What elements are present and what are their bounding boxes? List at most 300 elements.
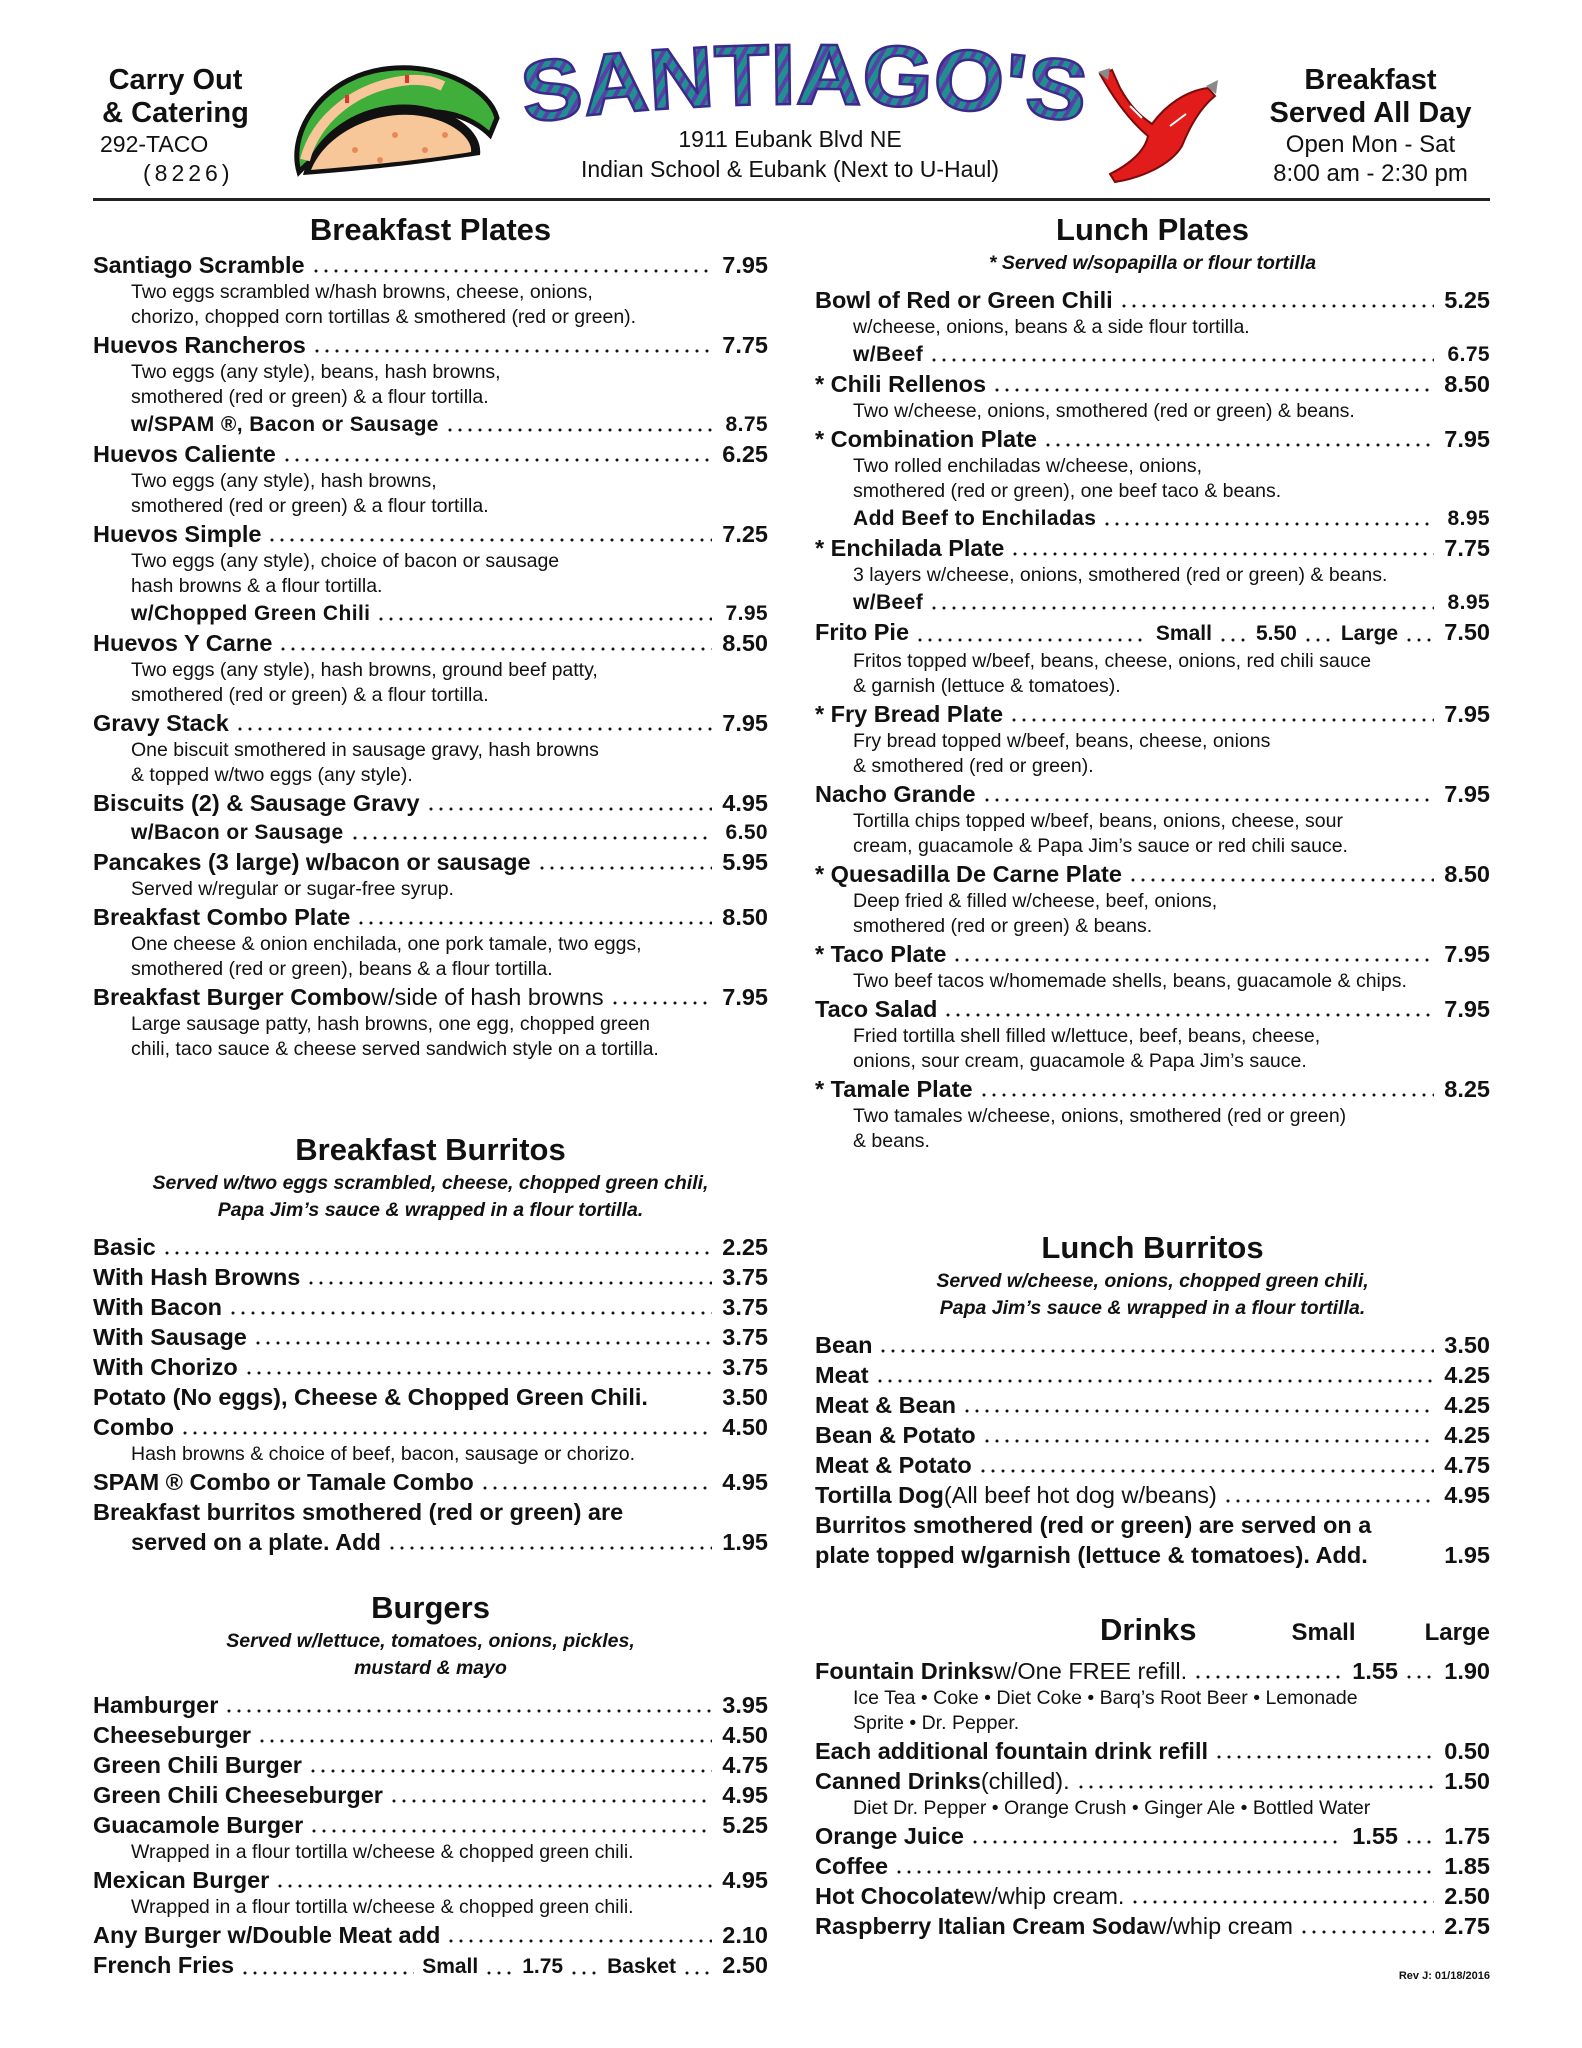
menu-item-price: 2.25 xyxy=(722,1234,768,1260)
menu-item-name: Hot Chocolate xyxy=(815,1883,975,1909)
menu-item-name: Basic xyxy=(93,1234,156,1260)
menu-item-price: 3.75 xyxy=(722,1294,768,1320)
menu-item-note: (All beef hot dog w/beans) xyxy=(943,1482,1217,1508)
menu-item-name: Any Burger w/Double Meat add xyxy=(93,1922,441,1948)
menu-item xyxy=(93,1322,768,1352)
menu-item-price: 7.95 xyxy=(1444,781,1490,807)
section-drinks xyxy=(815,1608,1490,1941)
menu-item-price: 4.75 xyxy=(1444,1452,1490,1478)
menu-item-price: 7.95 xyxy=(725,602,768,625)
section-subtitle: Papa Jim’s sauce & wrapped in a flour tortilla. xyxy=(217,1199,644,1221)
menu-item-price: 4.95 xyxy=(722,1867,768,1893)
menu-item xyxy=(93,1865,768,1895)
menu-item-description: smothered (red or green), beans & a flour tortilla. xyxy=(131,958,553,980)
section-subtitle: Served w/cheese, onions, chopped green chili, xyxy=(936,1270,1369,1292)
menu-item-description: smothered (red or green) & a flour tortilla. xyxy=(131,684,489,706)
dot-leader xyxy=(311,269,712,273)
menu-item xyxy=(93,708,768,738)
menu-item-name: plate topped w/garnish (lettuce & tomatoes). Add. xyxy=(815,1542,1368,1568)
menu-item xyxy=(93,1527,768,1557)
menu-item-line xyxy=(93,1497,768,1527)
section-burgers xyxy=(93,1588,768,1982)
section-breakfast-plates xyxy=(93,210,768,1062)
menu-item-name: Huevos Y Carne xyxy=(93,630,273,656)
menu-item xyxy=(93,439,768,469)
menu-item-description: Two eggs (any style), choice of bacon or sausage xyxy=(131,550,560,572)
carry-out-label: Carry Out xyxy=(108,64,243,96)
menu-item-description: 3 layers w/cheese, onions, smothered (red or green) & beans. xyxy=(853,564,1388,586)
menu-item-price: 1.95 xyxy=(1444,1542,1490,1568)
menu-item xyxy=(815,504,1490,533)
menu-item xyxy=(93,1292,768,1322)
menu-item-price: 4.50 xyxy=(722,1722,768,1748)
dot-leader xyxy=(244,1371,712,1375)
dot-leader xyxy=(224,1709,712,1713)
menu-item-price: 3.75 xyxy=(722,1264,768,1290)
menu-item-name: served on a plate. Add xyxy=(131,1529,381,1555)
menu-item-price: 7.75 xyxy=(722,332,768,358)
menu-item-line xyxy=(815,1510,1490,1540)
menu-item-name: Taco Salad xyxy=(815,996,938,1022)
menu-item xyxy=(93,410,768,439)
menu-item-description: Deep fried & filled w/cheese, beef, onions, xyxy=(853,890,1218,912)
menu-item xyxy=(93,1262,768,1292)
phone-number: 292-TACO xyxy=(100,131,209,157)
menu-item-name: w/Beef xyxy=(853,343,924,366)
dot-leader xyxy=(1404,638,1434,642)
dot-leader xyxy=(253,1341,712,1345)
small-price: 1.75 xyxy=(522,1955,564,1978)
spacer xyxy=(93,1224,768,1232)
menu-item-name: Breakfast Burger Combo xyxy=(93,984,372,1010)
menu-item-description: onions, sour cream, guacamole & Papa Jim’s sauce. xyxy=(853,1050,1307,1072)
dot-leader xyxy=(1404,1675,1434,1679)
dot-leader xyxy=(1043,443,1434,447)
dot-leader xyxy=(1009,718,1434,722)
menu-item xyxy=(815,1390,1490,1420)
menu-item xyxy=(93,1467,768,1497)
dot-leader xyxy=(240,1971,414,1975)
menu-item xyxy=(93,818,768,847)
menu-item-price: 8.50 xyxy=(722,630,768,656)
dot-leader xyxy=(282,458,712,462)
menu-item xyxy=(93,1690,768,1720)
menu-item xyxy=(815,1656,1490,1686)
menu-item-name: w/SPAM ®, Bacon or Sausage xyxy=(131,413,439,436)
menu-item-price: 6.25 xyxy=(722,441,768,467)
menu-item-name: With Sausage xyxy=(93,1324,247,1350)
menu-item-name: Canned Drinks xyxy=(815,1768,981,1794)
menu-item xyxy=(93,1950,768,1982)
menu-item-description: Wrapped in a flour tortilla w/cheese & chopped green chili. xyxy=(131,1841,634,1863)
dot-leader xyxy=(389,1799,712,1803)
menu-item-description: & beans. xyxy=(853,1130,930,1152)
menu-item xyxy=(815,1330,1490,1360)
section-lunch-burritos xyxy=(815,1228,1490,1570)
menu-item-description: Wrapped in a flour tortilla w/cheese & chopped green chili. xyxy=(131,1896,634,1918)
menu-item-note: w/whip cream. xyxy=(974,1883,1125,1909)
menu-item-name: Breakfast Combo Plate xyxy=(93,904,351,930)
menu-item-price: 0.50 xyxy=(1444,1738,1490,1764)
menu-item-name: w/Beef xyxy=(853,591,924,614)
menu-item-description: Ice Tea • Coke • Diet Coke • Barq’s Root Beer • Lemonade xyxy=(853,1687,1358,1709)
menu-item-name: Bowl of Red or Green Chili xyxy=(815,287,1113,313)
menu-item-price: 7.50 xyxy=(1444,619,1490,645)
menu-item-name: Potato (No eggs), Cheese & Chopped Green Chili. xyxy=(93,1384,648,1410)
menu-item xyxy=(815,699,1490,729)
menu-item-name: Each additional fountain drink refill xyxy=(815,1738,1209,1764)
menu-item-note: (chilled). xyxy=(980,1768,1070,1794)
dot-leader xyxy=(610,1001,712,1005)
size-label: Small xyxy=(1155,622,1212,645)
dot-leader xyxy=(278,647,712,651)
menu-item-description: smothered (red or green) & a flour tortilla. xyxy=(131,495,489,517)
dot-leader xyxy=(275,1884,712,1888)
menu-item xyxy=(93,982,768,1012)
menu-item-price: 4.25 xyxy=(1444,1422,1490,1448)
section-title: Burgers xyxy=(371,1590,490,1625)
menu-item-price: 6.50 xyxy=(725,821,768,844)
dot-leader xyxy=(1214,1755,1434,1759)
menu-item-name: Bean xyxy=(815,1332,873,1358)
menu-item-price: 2.75 xyxy=(1444,1913,1490,1939)
menu-item-description: w/cheese, onions, beans & a side flour tortilla. xyxy=(853,316,1250,338)
menu-item-price: 3.75 xyxy=(722,1354,768,1380)
menu-item-name: Mexican Burger xyxy=(93,1867,270,1893)
menu-item-price: 1.50 xyxy=(1444,1768,1490,1794)
menu-item-name: * Fry Bread Plate xyxy=(815,701,1004,727)
dot-leader xyxy=(1119,304,1434,308)
menu-item xyxy=(93,1780,768,1810)
dot-leader xyxy=(929,358,1434,362)
menu-item-price: 7.95 xyxy=(1444,941,1490,967)
menu-item xyxy=(815,1821,1490,1851)
dot-leader xyxy=(1404,1840,1434,1844)
section-title: Drinks xyxy=(1100,1612,1197,1647)
dot-leader xyxy=(1218,638,1248,642)
menu-item-price: 4.50 xyxy=(722,1414,768,1440)
dot-leader xyxy=(312,349,712,353)
dot-leader xyxy=(894,1870,1434,1874)
dot-leader xyxy=(1010,552,1434,556)
menu-item-price: 8.50 xyxy=(722,904,768,930)
menu-item xyxy=(815,1736,1490,1766)
menu-item xyxy=(93,519,768,549)
small-price: 1.55 xyxy=(1352,1658,1398,1684)
section-title: Breakfast Plates xyxy=(309,212,552,247)
menu-item-name: * Chili Rellenos xyxy=(815,371,987,397)
menu-item-price: 1.85 xyxy=(1444,1853,1490,1879)
menu-item-name: Huevos Caliente xyxy=(93,441,276,467)
menu-item xyxy=(815,340,1490,369)
menu-item xyxy=(815,1766,1490,1796)
section-subtitle: Served w/lettuce, tomatoes, onions, pickles, xyxy=(226,1630,635,1652)
dot-leader xyxy=(970,1840,1342,1844)
menu-item-name: Huevos Rancheros xyxy=(93,332,306,358)
menu-item xyxy=(93,330,768,360)
menu-item-description: chili, taco sauce & cheese served sandwich style on a tortilla. xyxy=(131,1038,659,1060)
menu-item-name: Meat & Bean xyxy=(815,1392,957,1418)
menu-item-price: 3.95 xyxy=(722,1692,768,1718)
logo-text: SANTIAGO'S xyxy=(515,26,1090,135)
section-subtitle: mustard & mayo xyxy=(354,1657,507,1679)
dot-leader xyxy=(356,921,712,925)
menu-item-note: w/side of hash browns xyxy=(371,984,604,1010)
menu-item-name: w/Chopped Green Chili xyxy=(131,602,371,625)
dot-leader xyxy=(235,727,712,731)
dot-leader xyxy=(480,1486,712,1490)
menu-item xyxy=(815,1420,1490,1450)
section-breakfast-burritos xyxy=(93,1130,768,1557)
menu-item-price: 7.75 xyxy=(1444,535,1490,561)
dot-leader xyxy=(257,1739,712,1743)
menu-item xyxy=(815,994,1490,1024)
menu-item-name: Meat xyxy=(815,1362,869,1388)
right-column xyxy=(815,0,1490,2048)
menu-item-price: 3.50 xyxy=(722,1384,768,1410)
menu-item xyxy=(815,588,1490,617)
menu-item-name: Green Chili Burger xyxy=(93,1752,302,1778)
menu-item-description: Sprite • Dr. Pepper. xyxy=(853,1712,1020,1734)
catering-label: & Catering xyxy=(102,97,249,129)
spacer xyxy=(815,277,1490,285)
menu-item xyxy=(815,1881,1490,1911)
menu-item-description: Fry bread topped w/beef, beans, cheese, onions xyxy=(853,730,1271,752)
menu-item-price: 7.95 xyxy=(1444,426,1490,452)
menu-item-name: w/Bacon or Sausage xyxy=(131,821,344,844)
menu-item xyxy=(93,1750,768,1780)
menu-item xyxy=(815,779,1490,809)
dot-leader xyxy=(915,638,1148,642)
dot-leader xyxy=(1299,1930,1434,1934)
menu-item-description: Two w/cheese, onions, smothered (red or green) & beans. xyxy=(853,400,1355,422)
menu-item-name: With Bacon xyxy=(93,1294,223,1320)
menu-item xyxy=(815,859,1490,889)
menu-item xyxy=(93,1720,768,1750)
menu-item-name: French Fries xyxy=(93,1952,235,1978)
dot-leader xyxy=(376,617,712,621)
menu-item xyxy=(815,1360,1490,1390)
served-all-day-label: Served All Day xyxy=(1269,97,1472,129)
menu-item-name: Frito Pie xyxy=(815,619,910,645)
menu-item-description: & garnish (lettuce & tomatoes). xyxy=(853,675,1121,697)
menu-item-description: smothered (red or green) & a flour tortilla. xyxy=(131,386,489,408)
menu-item-price: 7.95 xyxy=(722,252,768,278)
menu-item-price: 4.75 xyxy=(722,1752,768,1778)
menu-item-price: 2.10 xyxy=(722,1922,768,1948)
menu-item-name: Green Chili Cheeseburger xyxy=(93,1782,383,1808)
menu-item xyxy=(93,599,768,628)
menu-item-price: 7.95 xyxy=(1444,701,1490,727)
menu-item-name: Orange Juice xyxy=(815,1823,964,1849)
menu-item-name: Biscuits (2) & Sausage Gravy xyxy=(93,790,420,816)
menu-item xyxy=(815,424,1490,454)
menu-item-name: With Chorizo xyxy=(93,1354,238,1380)
menu-item-price: 7.95 xyxy=(722,984,768,1010)
menu-item-name: Meat & Potato xyxy=(815,1452,972,1478)
size-label: Basket xyxy=(607,1955,676,1978)
menu-item xyxy=(93,1382,768,1412)
menu-item-description: Served w/regular or sugar-free syrup. xyxy=(131,878,454,900)
small-column-label: Small xyxy=(1291,1619,1356,1646)
menu-item-description: Two beef tacos w/homemade shells, beans, guacamole & chips. xyxy=(853,970,1407,992)
menu-item-price: 7.95 xyxy=(722,710,768,736)
menu-item xyxy=(815,617,1490,649)
menu-item-price: 8.95 xyxy=(1447,507,1490,530)
dot-leader xyxy=(446,1939,712,1943)
menu-item-description: hash browns & a flour tortilla. xyxy=(131,575,383,597)
menu-item-price: 4.25 xyxy=(1444,1362,1490,1388)
address-line-2: Indian School & Eubank (Next to U-Haul) xyxy=(580,156,1000,182)
size-label: Small xyxy=(422,1955,479,1978)
dot-leader xyxy=(180,1431,712,1435)
menu-item xyxy=(815,1450,1490,1480)
menu-item xyxy=(93,1412,768,1442)
dot-leader xyxy=(387,1546,712,1550)
menu-item-name: Hamburger xyxy=(93,1692,219,1718)
menu-item-name: * Tamale Plate xyxy=(815,1076,973,1102)
menu-item-price: 5.25 xyxy=(722,1812,768,1838)
menu-item-name: Cheeseburger xyxy=(93,1722,252,1748)
menu-item-price: 5.95 xyxy=(722,849,768,875)
menu-item-price: 4.25 xyxy=(1444,1392,1490,1418)
menu-item-name: Bean & Potato xyxy=(815,1422,976,1448)
menu-item-name: Guacamole Burger xyxy=(93,1812,304,1838)
menu-item-name: SPAM ® Combo or Tamale Combo xyxy=(93,1469,474,1495)
revision-label: Rev J: 01/18/2016 xyxy=(1398,1970,1490,1982)
menu-item xyxy=(93,628,768,658)
menu-item xyxy=(93,788,768,818)
section-title: Breakfast Burritos xyxy=(295,1132,566,1167)
dot-leader xyxy=(878,1349,1434,1353)
menu-item-description: chorizo, chopped corn tortillas & smothered (red or green). xyxy=(131,306,637,328)
menu-item-name: Fountain Drinks xyxy=(815,1658,994,1684)
menu-item-price: 8.50 xyxy=(1444,371,1490,397)
menu-item-price: 2.50 xyxy=(1444,1883,1490,1909)
dot-leader xyxy=(1130,1900,1434,1904)
menu-item-note: w/whip cream xyxy=(1149,1913,1294,1939)
spacer xyxy=(815,1322,1490,1330)
dot-leader xyxy=(1303,638,1333,642)
menu-item-price: 1.75 xyxy=(1444,1823,1490,1849)
menu-item-price: 8.95 xyxy=(1447,591,1490,614)
menu-item-name: Burritos smothered (red or green) are served on a xyxy=(815,1512,1372,1538)
left-column xyxy=(93,0,768,2048)
dot-leader xyxy=(1128,878,1434,882)
menu-item xyxy=(93,250,768,280)
menu-item-price: 3.75 xyxy=(722,1324,768,1350)
dot-leader xyxy=(875,1379,1434,1383)
dot-leader xyxy=(162,1251,712,1255)
section-title: Lunch Burritos xyxy=(1041,1230,1264,1265)
address-line-1: 1911 Eubank Blvd NE xyxy=(678,126,902,152)
menu-item-description: One cheese & onion enchilada, one pork tamale, two eggs, xyxy=(131,933,642,955)
dot-leader xyxy=(982,1439,1434,1443)
menu-item-description: Two tamales w/cheese, onions, smothered (red or green) xyxy=(853,1105,1347,1127)
dot-leader xyxy=(309,1829,712,1833)
menu-item-price: 7.95 xyxy=(1444,996,1490,1022)
menu-item-description: Large sausage patty, hash browns, one egg, chopped green xyxy=(131,1013,650,1035)
menu-item xyxy=(93,1810,768,1840)
menu-item-name: Huevos Simple xyxy=(93,521,262,547)
menu-item-note: w/One FREE refill. xyxy=(993,1658,1188,1684)
menu-item-price: 1.95 xyxy=(722,1529,768,1555)
menu-item xyxy=(815,533,1490,563)
menu-item-description: & topped w/two eggs (any style). xyxy=(131,764,413,786)
menu-item-name: Pancakes (3 large) w/bacon or sausage xyxy=(93,849,531,875)
menu-item-price: 8.50 xyxy=(1444,861,1490,887)
menu-item-price: 4.95 xyxy=(722,1782,768,1808)
dot-leader xyxy=(350,836,712,840)
breakfast-label: Breakfast xyxy=(1304,64,1437,96)
dot-leader xyxy=(929,606,1434,610)
menu-item-name: Tortilla Dog xyxy=(815,1482,944,1508)
dot-leader xyxy=(426,807,712,811)
menu-item-description: Two eggs (any style), beans, hash browns, xyxy=(131,361,501,383)
menu-item-price: 8.75 xyxy=(725,413,768,436)
dot-leader xyxy=(306,1281,712,1285)
dot-leader xyxy=(992,388,1434,392)
menu-item-name: With Hash Browns xyxy=(93,1264,301,1290)
menu-item-description: Diet Dr. Pepper • Orange Crush • Ginger Ale • Bottled Water xyxy=(853,1797,1371,1819)
open-hours: 8:00 am - 2:30 pm xyxy=(1273,160,1468,187)
menu-item xyxy=(93,1352,768,1382)
small-price: 1.55 xyxy=(1352,1823,1398,1849)
menu-item-description: & smothered (red or green). xyxy=(853,755,1094,777)
dot-leader xyxy=(1193,1675,1342,1679)
menu-item-price: 5.25 xyxy=(1444,287,1490,313)
size-label: Large xyxy=(1340,622,1398,645)
menu-item-price: 1.90 xyxy=(1444,1658,1490,1684)
menu-item xyxy=(815,285,1490,315)
dot-leader xyxy=(484,1971,514,1975)
dot-leader xyxy=(228,1311,712,1315)
menu-item-name: Breakfast burritos smothered (red or green) are xyxy=(93,1499,624,1525)
menu-item-price: 6.75 xyxy=(1447,343,1490,366)
dot-leader xyxy=(569,1971,599,1975)
dot-leader xyxy=(978,1469,1434,1473)
dot-leader xyxy=(308,1769,712,1773)
dot-leader xyxy=(962,1409,1434,1413)
section-subtitle: * Served w/sopapilla or flour tortilla xyxy=(988,252,1317,274)
menu-item-price: 2.50 xyxy=(722,1952,768,1978)
menu-item xyxy=(815,369,1490,399)
menu-item xyxy=(815,1911,1490,1941)
dot-leader xyxy=(952,958,1434,962)
menu-item-name: Santiago Scramble xyxy=(93,252,305,278)
menu-item-description: Two eggs scrambled w/hash browns, cheese, onions, xyxy=(131,281,593,303)
menu-item-description: smothered (red or green), one beef taco & beans. xyxy=(853,480,1282,502)
dot-leader xyxy=(979,1093,1434,1097)
menu-item-description: Two eggs (any style), hash browns, ground beef patty, xyxy=(131,659,598,681)
section-subtitle: Papa Jim’s sauce & wrapped in a flour tortilla. xyxy=(939,1297,1366,1319)
menu-item-name: * Quesadilla De Carne Plate xyxy=(815,861,1122,887)
menu-item xyxy=(93,1232,768,1262)
menu-item-description: Hash browns & choice of beef, bacon, sausage or chorizo. xyxy=(131,1443,636,1465)
menu-item-description: cream, guacamole & Papa Jim’s sauce or red chili sauce. xyxy=(853,835,1348,857)
dot-leader xyxy=(267,538,712,542)
menu-item-name: * Enchilada Plate xyxy=(815,535,1005,561)
menu-item-name: * Combination Plate xyxy=(815,426,1037,452)
drinks-header xyxy=(815,1608,1490,1652)
menu-item-price: 7.25 xyxy=(722,521,768,547)
menu-item-description: Two rolled enchiladas w/cheese, onions, xyxy=(853,455,1203,477)
large-column-label: Large xyxy=(1424,1619,1490,1646)
menu-item-description: Fried tortilla shell filled w/lettuce, beef, beans, cheese, xyxy=(853,1025,1321,1047)
menu-item-name: Add Beef to Enchiladas xyxy=(853,507,1097,530)
menu-item xyxy=(815,1540,1490,1570)
menu-item xyxy=(815,1074,1490,1104)
